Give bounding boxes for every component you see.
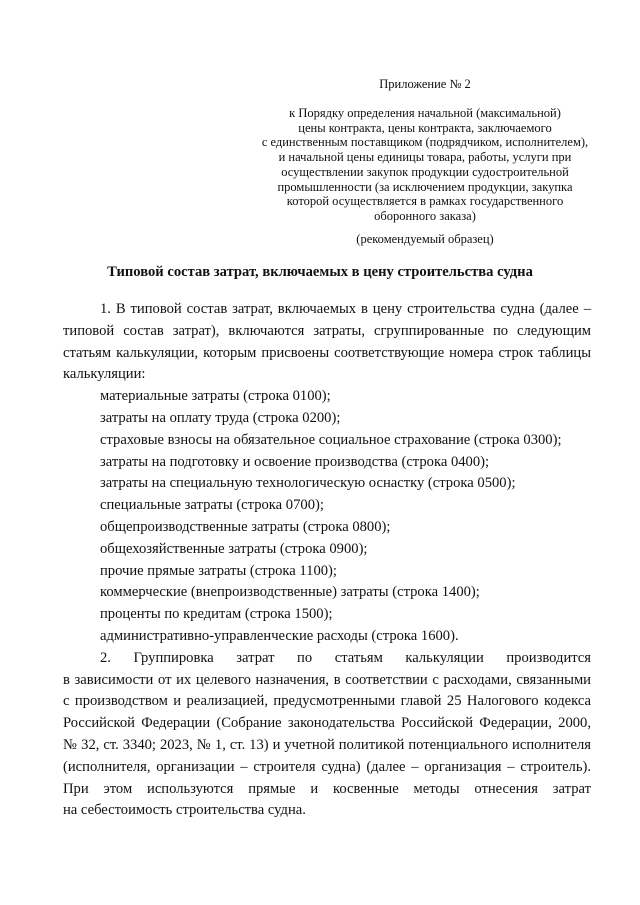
annex-line: которой осуществляется в рамках государственного [286,194,564,209]
document-body [63,299,591,822]
list-item: затраты на специальную технологическую оснастку (строка 0500); [100,475,516,492]
list-item: страховые взносы на обязательное социальное страхование (строка 0300); [100,431,562,448]
paragraph-2 [63,648,591,822]
annex-reference [245,106,605,224]
paragraph-line: статьям калькуляции, которым присвоены соответствующие номера строк таблицы [63,344,591,361]
paragraph-line: с производством и реализацией, предусмотренными главой 25 Налогового кодекса [63,693,591,710]
paragraph-1 [63,299,591,386]
paragraph-line: типовой состав затрат), включаются затраты, сгруппированные по следующим [63,322,591,339]
list-item: проценты по кредитам (строка 1500); [100,606,333,623]
sample-note: (рекомендуемый образец) [356,232,494,246]
list-item: коммерческие (внепроизводственные) затраты (строка 1400); [100,584,480,601]
list-item: материальные затраты (строка 0100); [100,388,331,405]
paragraph-line: калькуляции: [63,366,146,383]
paragraph-line: на себестоимость строительства судна. [63,802,306,819]
paragraph-line: (исполнителя, организации – строителя судна) (далее – организация – строитель). [63,758,591,775]
list-item: административно-управленческие расходы (строка 1600). [100,627,459,644]
annex-line: оборонного заказа) [374,208,476,223]
list-item: общехозяйственные затраты (строка 0900); [100,540,368,557]
annex-line: промышленности (за исключением продукции, закупка [277,179,573,194]
list-item: затраты на оплату труда (строка 0200); [100,409,341,426]
annex-line: цены контракта, цены контракта, заключаемого [298,120,552,135]
cost-items-list [63,386,591,648]
list-item: затраты на подготовку и освоение производства (строка 0400); [100,453,490,470]
annex-line: и начальной цены единицы товара, работы, услуги при [278,150,572,165]
paragraph-line: 2. Группировка затрат по статьям калькуляции производится [100,649,591,666]
paragraph-line: При этом используются прямые и косвенные методы отнесения затрат [63,780,591,797]
paragraph-line: в зависимости от их целевого назначения, в соответствии с расходами, связанными [63,671,591,688]
annex-number: Приложение № 2 [379,77,471,91]
list-item: общепроизводственные затраты (строка 0800); [100,518,391,535]
annex-line: к Порядку определения начальной (максимальной) [289,106,561,120]
document-title: Типовой состав затрат, включаемых в цену строительства судна [107,264,533,280]
paragraph-line: № 32, ст. 3340; 2023, № 1, ст. 13) и учетной политикой потенциального исполнителя [63,736,591,753]
annex-line: осуществлении закупок продукции судостроительной [281,164,569,179]
paragraph-line: Российской Федерации (Собрание законодательства Российской Федерации, 2000, [63,715,591,732]
list-item: прочие прямые затраты (строка 1100); [100,562,337,579]
list-item: специальные затраты (строка 0700); [100,497,324,514]
paragraph-line: 1. В типовой состав затрат, включаемых в цену строительства судна (далее – [100,301,591,317]
annex-line: с единственным поставщиком (подрядчиком, исполнителем), [261,135,589,150]
